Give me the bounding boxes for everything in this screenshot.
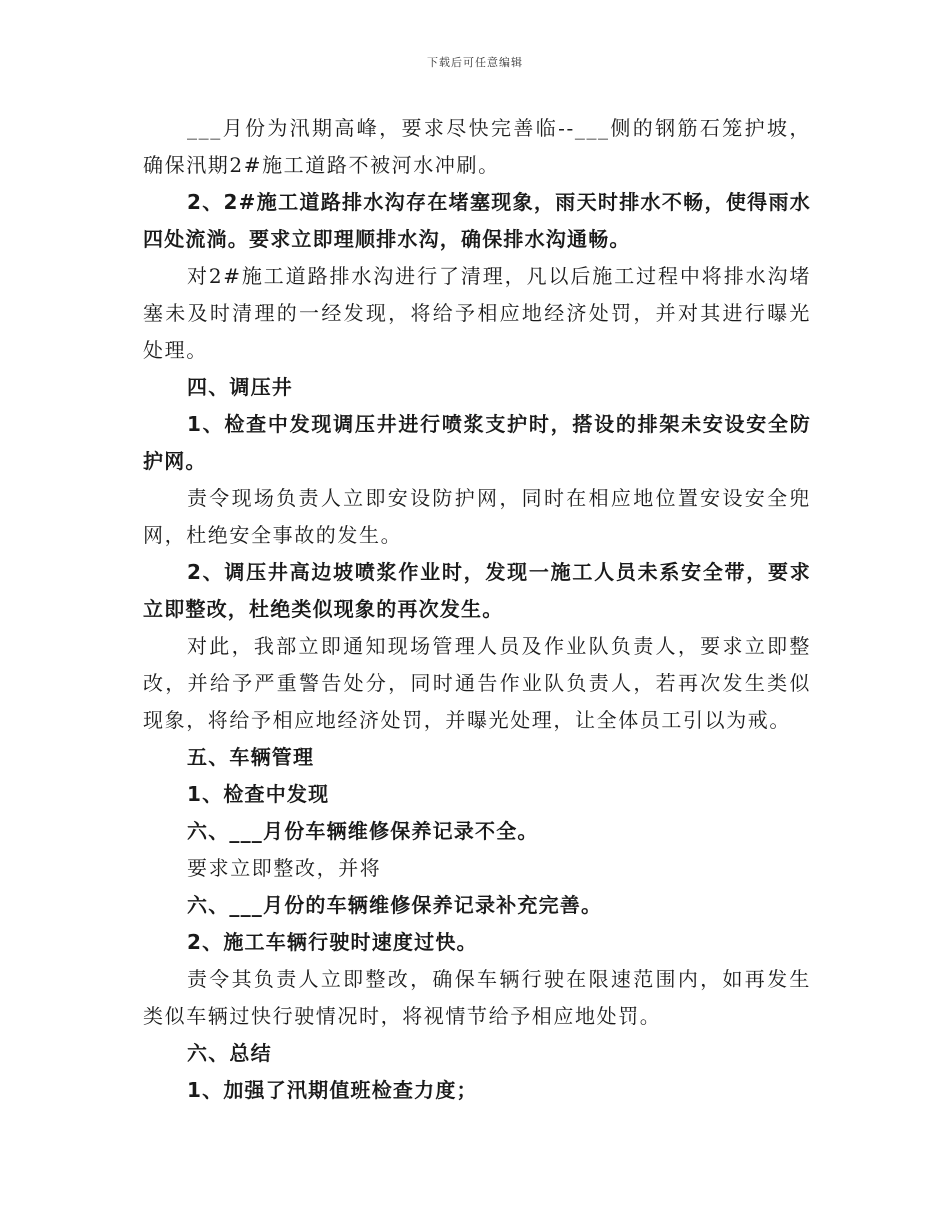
bold-item: 1、检查中发现 [187,782,330,806]
page-header: 下载后可任意编辑 [427,56,523,69]
section-heading: 四、调压井 [187,375,293,399]
section-heading: 五、车辆管理 [187,745,315,769]
bold-item: 六、___月份车辆维修保养记录不全。 [187,819,539,843]
bold-item: 1、加强了汛期值班检查力度； [187,1078,478,1102]
paragraph: 对2#施工道路排水沟进行了清理，凡以后施工过程中将排水沟堵塞未及时清理的一经发现，将给予相应地经济处罚，并对其进行曝光处理。 [143,264,811,362]
document-body [143,110,811,1109]
bold-item: 1、检查中发现调压井进行喷浆支护时，搭设的排架未安设安全防护网。 [143,412,811,473]
paragraph: 要求立即整改，并将 [187,856,382,880]
bold-item: 2、2#施工道路排水沟存在堵塞现象，雨天时排水不畅，使得雨水四处流淌。要求立即理顺排水沟，确保排水沟通畅。 [143,190,811,251]
bold-item: 六、___月份的车辆维修保养记录补充完善。 [187,893,603,917]
paragraph: ___月份为汛期高峰，要求尽快完善临--___侧的钢筋石笼护坡，确保汛期2#施工道路不被河水冲刷。 [143,116,811,177]
bold-item: 2、施工车辆行驶时速度过快。 [187,930,478,954]
bold-item: 2、调压井高边坡喷浆作业时，发现一施工人员未系安全带，要求立即整改，杜绝类似现象的再次发生。 [143,560,811,621]
paragraph: 对此，我部立即通知现场管理人员及作业队负责人，要求立即整改，并给予严重警告处分，同时通告作业队负责人，若再次发生类似现象，将给予相应地经济处罚，并曝光处理，让全体员工引以为戒。 [143,634,811,732]
section-heading: 六、总结 [187,1041,272,1065]
paragraph: 责令现场负责人立即安设防护网，同时在相应地位置安设安全兜网，杜绝安全事故的发生。 [143,486,811,547]
paragraph: 责令其负责人立即整改，确保车辆行驶在限速范围内，如再发生类似车辆过快行驶情况时，将视情节给予相应地处罚。 [143,967,811,1028]
